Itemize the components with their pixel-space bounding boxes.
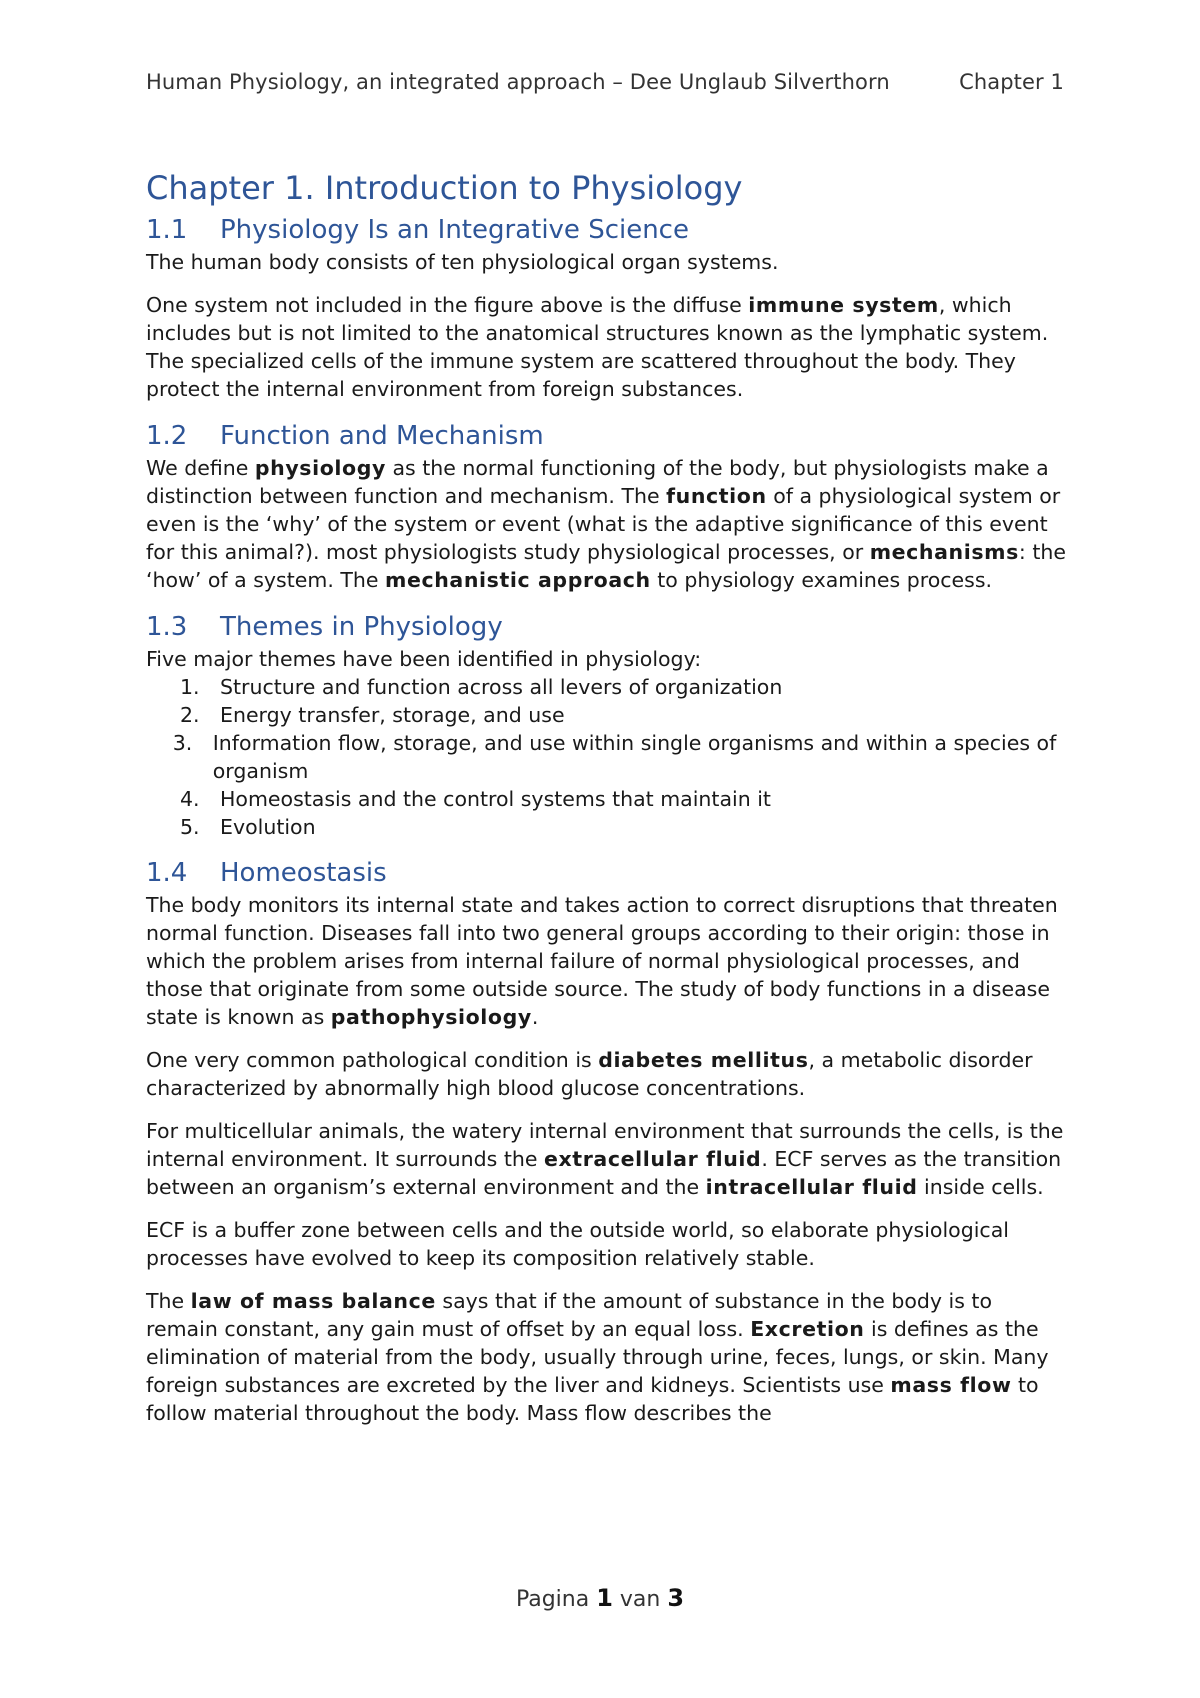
chapter-title: Chapter 1. Introduction to Physiology [146, 169, 743, 207]
section-number: 1.1 [146, 215, 188, 245]
footer-prefix: Pagina [515, 1587, 590, 1612]
header-book-title: Human Physiology, an integrated approach – Dee Unglaub Silverthorn [146, 70, 890, 94]
footer-total-pages: 3 [667, 1584, 685, 1612]
bold-term: intracellular fluid [705, 1175, 918, 1199]
paragraph: One very common pathological condition is diabetes mellitus, a metabolic disorder characterized by abnormally high blood glucose concentrations. [146, 1048, 1033, 1100]
bold-term: mechanistic approach [385, 568, 651, 592]
header-chapter: Chapter 1 [959, 70, 1064, 94]
list-item: 2. Energy transfer, storage, and use [180, 703, 565, 727]
paragraph: Five major themes have been identified in physiology: [146, 647, 702, 671]
section-number: 1.3 [146, 612, 188, 642]
footer-page-number: 1 [596, 1584, 613, 1612]
list-item: 3. Information flow, storage, and use within single organisms and within a species of organism [172, 731, 1057, 783]
bold-term: Excretion [750, 1317, 865, 1341]
section-title: Themes in Physiology [220, 612, 503, 642]
section-title: Function and Mechanism [220, 421, 544, 451]
list-item: 4. Homeostasis and the control systems that maintain it [180, 787, 771, 811]
bold-term: physiology [254, 456, 386, 480]
paragraph: For multicellular animals, the watery internal environment that surrounds the cells, is the internal environment. It surrounds the extracellular fluid. ECF serves as the transition between an organism’s external environment and the intracellular fluid inside cells. [146, 1119, 1064, 1199]
bold-term: diabetes mellitus [598, 1048, 809, 1072]
paragraph: One system not included in the figure above is the diffuse immune system, which includes but is not limited to the anatomical structures known as the lymphatic system. The specialized cells of the immune system are scattered throughout the body. They protect the internal environment from foreign substances. [146, 293, 1049, 401]
section-title: Physiology Is an Integrative Science [220, 215, 689, 245]
bold-term: function [666, 484, 767, 508]
section-title: Homeostasis [220, 858, 387, 888]
bold-term: mass flow [890, 1373, 1012, 1397]
section-heading-1-1 [146, 212, 1066, 248]
section-number: 1.4 [146, 858, 188, 888]
bold-term: mechanisms [869, 540, 1019, 564]
section-heading-1-2 [146, 418, 1066, 454]
bold-term: pathophysiology [330, 1005, 532, 1029]
page-footer [0, 1584, 1200, 1612]
list-item: 1. Structure and function across all levers of organization [180, 675, 783, 699]
bold-term: law of mass balance [190, 1289, 436, 1313]
section-heading-1-4 [146, 855, 1066, 891]
paragraph: The human body consists of ten physiological organ systems. [146, 250, 779, 274]
paragraph: The body monitors its internal state and takes action to correct disruptions that threaten normal function. Diseases fall into two general groups according to their origin: those in which the problem arises from internal failure of normal physiological processes, and those that originate from some outside source. The study of body functions in a disease state is known as pathophysiology. [146, 893, 1058, 1029]
paragraph: The law of mass balance says that if the amount of substance in the body is to remain constant, any gain must of offset by an equal loss. Excretion is defines as the elimination of material from the body, usually through urine, feces, lungs, or skin. Many foreign substances are excreted by the liver and kidneys. Scientists use mass flow to follow material throughout the body. Mass flow describes the [146, 1289, 1049, 1425]
list-item: 5. Evolution [180, 815, 316, 839]
page-content [146, 168, 1066, 1442]
themes-list [146, 673, 1066, 841]
bold-term: extracellular fluid [543, 1147, 762, 1171]
section-number: 1.2 [146, 421, 188, 451]
paragraph: ECF is a buffer zone between cells and the outside world, so elaborate physiological processes have evolved to keep its composition relatively stable. [146, 1218, 1009, 1270]
paragraph: We define physiology as the normal functioning of the body, but physiologists make a distinction between function and mechanism. The function of a physiological system or even is the ‘why’ of the system or event (what is the adaptive significance of this event for this animal?). most physiologists study physiological processes, or mechanisms: the ‘how’ of a system. The mechanistic approach to physiology examines process. [146, 456, 1066, 592]
section-heading-1-3 [146, 609, 1066, 645]
bold-term: immune system [748, 293, 939, 317]
page-header [146, 70, 1064, 94]
footer-mid: van [619, 1587, 661, 1612]
